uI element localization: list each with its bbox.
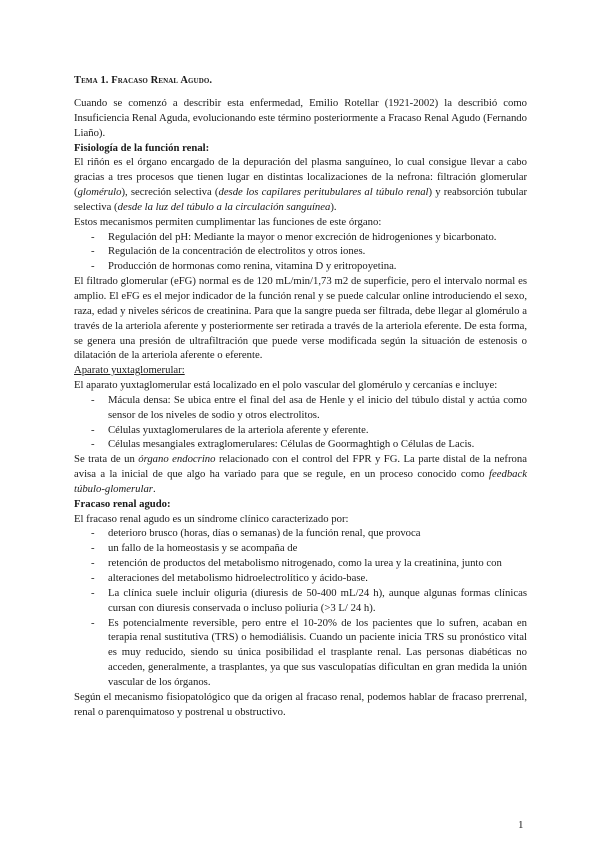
document-body xyxy=(74,96,527,719)
text: ), secreción selectiva ( xyxy=(121,186,219,199)
paragraph: El fracaso renal agudo es un síndrome clínico caracterizado por: xyxy=(74,512,349,525)
list-item: - un fallo de la homeostasis y se acompaña de xyxy=(74,541,527,556)
paragraph: Estos mecanismos permiten cumplimentar las funciones de este órgano: xyxy=(74,215,382,228)
paragraph: El filtrado glomerular (eFG) normal es de 120 mL/min/1,73 m2 de superficie, pero el intervalo normal es amplio. El eFG es el mejor indicador de la función renal y se puede calcular online introduciendo el sexo, raza, edad y niveles séricos de creatinina. Para que la sangre pueda ser filtrada, debe llegar al glomérulo a través de la arteriola aferente y posteriormente ser retirada a través de la arteriola eferente. De esta forma, se genera una presión de ultrafiltración que puede verse modificada según la situación de estenosis o dilatación de la arteriola aferente o eferente. xyxy=(74,275,527,362)
section-heading-fracaso: Fracaso renal agudo: xyxy=(74,497,171,510)
paragraph xyxy=(74,155,527,214)
italic-text: órgano endocrino xyxy=(138,453,216,466)
text: Se trata de un xyxy=(74,453,139,466)
section-heading-yuxtaglomerular: Aparato yuxtaglomerular: xyxy=(74,364,185,377)
paragraph xyxy=(74,452,527,497)
list-item: - Células yuxtaglomerulares de la arteriola aferente y eferente. xyxy=(74,423,527,438)
list-item: - Regulación del pH: Mediante la mayor o menor excreción de hidrogeniones y bicarbonato. xyxy=(74,230,527,245)
list-item: - deterioro brusco (horas, días o semanas) de la función renal, que provoca xyxy=(74,526,527,541)
bullet-list xyxy=(74,526,527,689)
text: El riñón es el órgano encargado de la depuración del plasma sanguíneo, lo cual consigue llevar a cabo gracias a tres procesos que tienen lugar en distintas localizaciones de la nefrona: filtración glomerular ( xyxy=(74,156,527,199)
list-item: - Producción de hormonas como renina, vitamina D y eritropoyetina. xyxy=(74,259,527,274)
text: ) y reabsorción tubular selectiva ( xyxy=(74,186,528,213)
section-heading-fisiologia: Fisiología de la función renal: xyxy=(74,141,210,154)
text: . xyxy=(152,482,156,495)
intro-paragraph: Cuando se comenzó a describir esta enfermedad, Emilio Rotellar (1921-2002) la describió como Insuficiencia Renal Aguda, evolucionando este término posteriormente a Fracaso Renal Agudo (Fernando Liaño). xyxy=(74,97,527,139)
italic-text: desde los capilares peritubulares al túbulo renal xyxy=(218,186,429,199)
paragraph: Según el mecanismo fisiopatológico que da origen al fracaso renal, podemos hablar de fracaso prerrenal, renal o parenquimatoso y postrenal u obstructivo. xyxy=(74,690,527,718)
text: relacionado con el control del FPR y FG. La parte distal de la nefrona avisa a la inicial de que algo ha variado para que se regule, en un proceso conocido como xyxy=(74,453,527,481)
italic-text: glomérulo xyxy=(77,186,122,199)
list-item: - Es potencialmente reversible, pero entre el 10-20% de los pacientes que lo sufren, acaban en terapia renal sustitutiva (TRS) o hemodiálisis. Cuando un paciente inicia TRS su pronóstico vital es muy reducido, siendo su única posibilidad el trasplante renal. Las personas diabéticas no acceden, generalmente, a trasplantes, ya que sus vasculopatías dificultan en gran medida la unión vascular de los órganos. xyxy=(74,616,527,690)
paragraph: El aparato yuxtaglomerular está localizado en el polo vascular del glomérulo y cercanías e incluye: xyxy=(74,379,498,392)
list-item: - La clínica suele incluir oliguria (diuresis de 50-400 mL/24 h), aunque algunas formas clínicas cursan con diuresis conservada o incluso poliuria (>3 L/ 24 h). xyxy=(74,586,527,616)
list-item: - retención de productos del metabolismo nitrogenado, como la urea y la creatinina, junto con xyxy=(74,556,527,571)
list-item: - alteraciones del metabolismo hidroelectrolítico y ácido-base. xyxy=(74,571,527,586)
text: ). xyxy=(330,200,337,213)
italic-text: feedback túbulo-glomerular xyxy=(74,468,527,495)
document-title: Tema 1. Fracaso Renal Agudo. xyxy=(74,75,213,86)
bullet-list xyxy=(74,230,527,275)
italic-text: desde la luz del túbulo a la circulación sanguínea xyxy=(117,200,331,213)
page-number: 1 xyxy=(518,819,524,831)
bullet-list xyxy=(74,393,527,452)
list-item: - Células mesangiales extraglomerulares: Células de Goormaghtigh o Células de Lacis. xyxy=(74,437,527,452)
list-item: - Mácula densa: Se ubica entre el final del asa de Henle y el inicio del túbulo distal y actúa como sensor de los niveles de sodio y otros electrolitos. xyxy=(74,393,527,423)
list-item: - Regulación de la concentración de electrolitos y otros iones. xyxy=(74,244,527,259)
